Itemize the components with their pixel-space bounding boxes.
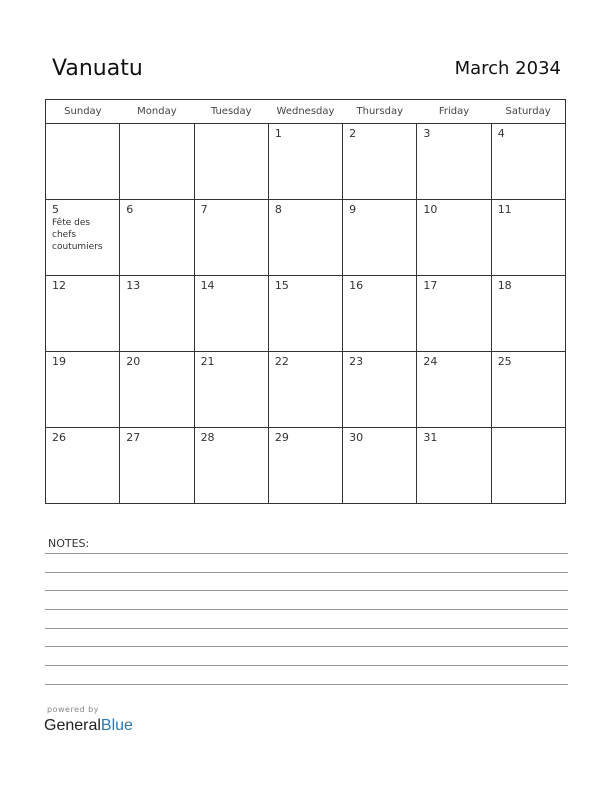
weekday-wednesday: Wednesday	[268, 100, 342, 124]
day-cell[interactable]	[46, 124, 120, 200]
day-number: 30	[349, 431, 364, 444]
day-number: 2	[349, 127, 357, 140]
day-number: 23	[349, 355, 364, 368]
day-number: 4	[497, 127, 505, 140]
day-number: 17	[423, 279, 438, 292]
week-row	[46, 276, 566, 352]
day-number: 3	[423, 127, 431, 140]
day-cell[interactable]	[46, 352, 120, 428]
day-number: 8	[274, 203, 282, 216]
powered-by-text: powered by	[47, 705, 99, 714]
day-number: 28	[200, 431, 215, 444]
day-number: 1	[274, 127, 282, 140]
note-line	[45, 590, 568, 591]
generalblue-logo[interactable]	[44, 717, 133, 735]
day-cell[interactable]	[417, 124, 491, 200]
day-number: 9	[349, 203, 357, 216]
day-cell[interactable]	[343, 276, 417, 352]
day-number: 29	[274, 431, 289, 444]
week-row	[46, 428, 566, 504]
week-row	[46, 124, 566, 200]
day-number: 13	[126, 279, 141, 292]
day-cell[interactable]	[417, 276, 491, 352]
note-line	[45, 665, 568, 666]
day-cell[interactable]	[417, 352, 491, 428]
day-cell[interactable]	[491, 200, 565, 276]
day-cell[interactable]	[194, 124, 268, 200]
brand-blue: Blue	[100, 717, 133, 734]
day-cell[interactable]	[120, 352, 194, 428]
day-number: 5	[52, 203, 59, 216]
day-number: 6	[126, 203, 134, 216]
day-cell[interactable]	[120, 276, 194, 352]
week-row	[46, 352, 566, 428]
note-line	[45, 646, 568, 647]
day-cell[interactable]	[417, 200, 491, 276]
weekday-sunday: Sunday	[46, 100, 120, 124]
country-title: Vanuatu	[52, 56, 143, 81]
day-number: 27	[126, 431, 141, 444]
day-number: 19	[52, 355, 66, 368]
day-cell[interactable]	[491, 352, 565, 428]
holiday-label: Fête des chefs coutumiers	[52, 218, 103, 252]
day-number: 24	[423, 355, 438, 368]
day-cell[interactable]	[120, 428, 194, 504]
note-line	[45, 609, 568, 610]
day-cell[interactable]	[46, 200, 120, 276]
weekday-friday: Friday	[417, 100, 491, 124]
day-cell[interactable]	[194, 276, 268, 352]
day-cell[interactable]	[491, 428, 565, 504]
day-cell[interactable]	[46, 276, 120, 352]
day-cell[interactable]	[194, 352, 268, 428]
day-number: 20	[126, 355, 141, 368]
day-cell[interactable]	[120, 200, 194, 276]
calendar-grid	[45, 99, 566, 504]
note-line	[45, 553, 568, 554]
notes-label: NOTES:	[48, 537, 90, 550]
day-cell[interactable]	[343, 124, 417, 200]
day-number: 15	[274, 279, 289, 292]
day-cell[interactable]	[194, 428, 268, 504]
note-line	[45, 628, 568, 629]
day-number: 12	[52, 279, 66, 292]
day-number: 22	[274, 355, 289, 368]
weekday-saturday: Saturday	[491, 100, 565, 124]
day-cell[interactable]	[46, 428, 120, 504]
day-cell[interactable]	[268, 428, 342, 504]
day-number: 18	[497, 279, 512, 292]
weekday-monday: Monday	[120, 100, 194, 124]
weekday-header-row	[46, 100, 566, 124]
day-number: 14	[200, 279, 215, 292]
day-number: 31	[423, 431, 438, 444]
day-number: 11	[497, 203, 512, 216]
weekday-thursday: Thursday	[343, 100, 417, 124]
weekday-tuesday: Tuesday	[194, 100, 268, 124]
day-number: 25	[497, 355, 512, 368]
day-cell[interactable]	[343, 428, 417, 504]
day-cell[interactable]	[417, 428, 491, 504]
day-cell[interactable]	[343, 200, 417, 276]
day-cell[interactable]	[491, 276, 565, 352]
day-number: 10	[423, 203, 438, 216]
brand-general: General	[44, 717, 101, 734]
note-line	[45, 572, 568, 573]
month-title: March 2034	[454, 58, 561, 79]
day-number: 26	[52, 431, 66, 444]
day-number: 16	[349, 279, 364, 292]
day-number: 21	[200, 355, 215, 368]
day-cell[interactable]	[194, 200, 268, 276]
day-cell[interactable]	[268, 276, 342, 352]
day-cell[interactable]	[120, 124, 194, 200]
day-cell[interactable]	[343, 352, 417, 428]
week-row	[46, 200, 566, 276]
day-cell[interactable]	[268, 124, 342, 200]
day-cell[interactable]	[491, 124, 565, 200]
day-cell[interactable]	[268, 200, 342, 276]
note-line	[45, 684, 568, 685]
day-number: 7	[200, 203, 208, 216]
day-cell[interactable]	[268, 352, 342, 428]
